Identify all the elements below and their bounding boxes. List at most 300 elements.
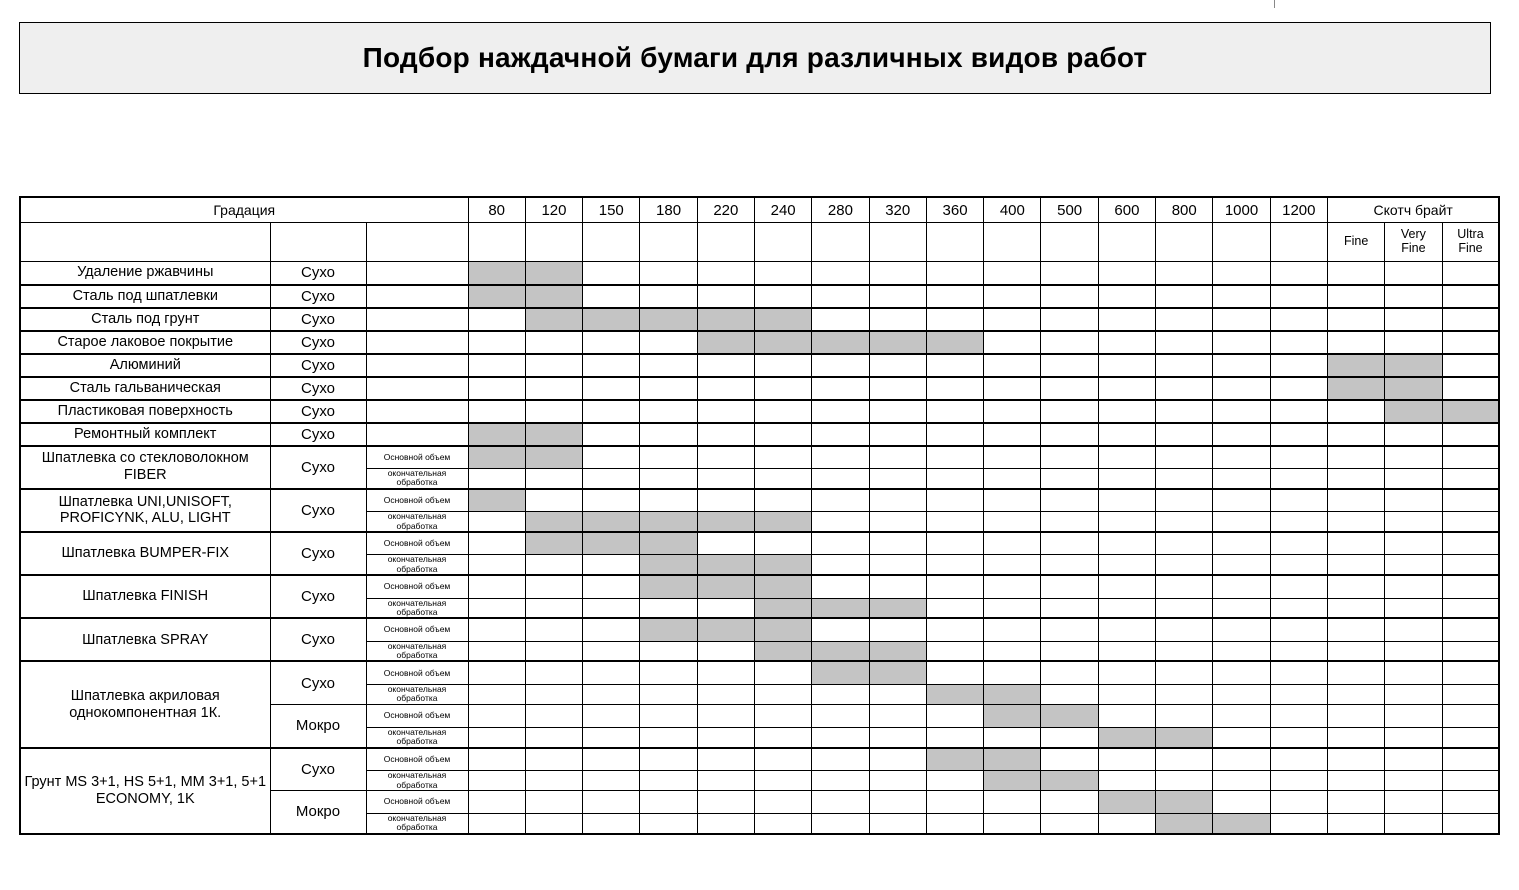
grit-cell-360 [926,771,983,791]
grit-cell-220 [697,771,754,791]
row-label: Сталь гальваническая [20,377,270,400]
scotch-brite-cell-2 [1442,285,1499,308]
header-grit-800: 800 [1156,197,1213,223]
header-grit-80: 80 [468,197,525,223]
grit-cell-320 [869,555,926,575]
grit-cell-220 [697,748,754,771]
scotch-brite-cell-1 [1385,727,1442,747]
grit-cell-500 [1041,532,1098,555]
grit-cell-150 [583,532,640,555]
grit-cell-180 [640,532,697,555]
row-stage: окончательная обработка [366,641,468,661]
grit-cell-500 [1041,285,1098,308]
grit-cell-1000 [1213,354,1270,377]
grit-cell-240 [755,331,812,354]
table-row [20,532,1499,555]
scotch-brite-cell-0 [1327,661,1384,684]
grit-cell-120 [525,555,582,575]
sandpaper-selection-table [19,196,1500,835]
scotch-brite-cell-0 [1327,575,1384,598]
row-stage: окончательная обработка [366,727,468,747]
row-stage: Основной объем [366,489,468,512]
grit-cell-150 [583,598,640,618]
scotch-brite-cell-0 [1327,532,1384,555]
grit-cell-600 [1098,771,1155,791]
row-label: Шпатлевка SPRAY [20,618,270,661]
grit-cell-80 [468,308,525,331]
scotch-brite-cell-0 [1327,308,1384,331]
scotch-brite-cell-1 [1385,598,1442,618]
header-row-sub [20,223,1499,262]
grit-cell-240 [755,400,812,423]
grit-cell-800 [1156,354,1213,377]
scotch-brite-cell-2 [1442,308,1499,331]
grit-cell-240 [755,354,812,377]
grit-cell-220 [697,262,754,285]
grit-cell-80 [468,400,525,423]
grit-cell-220 [697,704,754,727]
header-grit-220: 220 [697,197,754,223]
grit-cell-360 [926,814,983,834]
grit-cell-180 [640,285,697,308]
grit-cell-80 [468,575,525,598]
scotch-brite-cell-1 [1385,446,1442,469]
grit-cell-120 [525,285,582,308]
grit-cell-80 [468,446,525,469]
grit-cell-240 [755,727,812,747]
scotch-brite-cell-2 [1442,423,1499,446]
row-stage: окончательная обработка [366,771,468,791]
grit-cell-1200 [1270,814,1327,834]
grit-cell-180 [640,308,697,331]
scotch-brite-cell-0 [1327,400,1384,423]
grit-cell-280 [812,331,869,354]
row-label: Алюминий [20,354,270,377]
grit-cell-150 [583,661,640,684]
grit-cell-220 [697,446,754,469]
grit-cell-360 [926,446,983,469]
grit-cell-360 [926,285,983,308]
grit-cell-120 [525,575,582,598]
grit-cell-280 [812,771,869,791]
grit-cell-80 [468,814,525,834]
header-grit-400: 400 [984,197,1041,223]
grit-cell-1200 [1270,489,1327,512]
grit-cell-150 [583,400,640,423]
grit-cell-360 [926,598,983,618]
grit-cell-360 [926,555,983,575]
grit-cell-180 [640,814,697,834]
grit-cell-800 [1156,285,1213,308]
grit-cell-360 [926,575,983,598]
scotch-brite-cell-0 [1327,641,1384,661]
grit-cell-320 [869,377,926,400]
grit-cell-180 [640,771,697,791]
grit-cell-120 [525,377,582,400]
grit-cell-1200 [1270,469,1327,489]
scotch-brite-cell-1 [1385,331,1442,354]
row-stage: Основной объем [366,748,468,771]
grit-cell-600 [1098,532,1155,555]
scotch-brite-cell-0 [1327,512,1384,532]
header-sub-blank-360 [926,223,983,262]
grit-cell-320 [869,469,926,489]
grit-cell-1000 [1213,555,1270,575]
grit-cell-320 [869,684,926,704]
grit-cell-80 [468,704,525,727]
grit-cell-400 [984,285,1041,308]
grit-cell-1200 [1270,400,1327,423]
grit-cell-150 [583,727,640,747]
grit-cell-1200 [1270,791,1327,814]
grit-cell-80 [468,489,525,512]
scotch-brite-cell-1 [1385,684,1442,704]
grit-cell-600 [1098,791,1155,814]
scotch-brite-cell-2 [1442,661,1499,684]
grit-cell-80 [468,555,525,575]
grit-cell-1200 [1270,661,1327,684]
grit-cell-220 [697,727,754,747]
row-label: Сталь под шпатлевки [20,285,270,308]
grit-cell-240 [755,771,812,791]
grit-cell-600 [1098,262,1155,285]
grit-cell-400 [984,684,1041,704]
grit-cell-180 [640,331,697,354]
scotch-brite-cell-0 [1327,423,1384,446]
grit-cell-240 [755,704,812,727]
grit-cell-280 [812,354,869,377]
grit-cell-1200 [1270,285,1327,308]
grit-cell-280 [812,618,869,641]
row-stage: Основной объем [366,532,468,555]
table-row [20,308,1499,331]
row-mode: Сухо [270,262,366,285]
grit-cell-240 [755,423,812,446]
grit-cell-180 [640,354,697,377]
grit-cell-500 [1041,555,1098,575]
grit-cell-320 [869,532,926,555]
grit-cell-500 [1041,727,1098,747]
grit-cell-150 [583,684,640,704]
grit-cell-1000 [1213,704,1270,727]
grit-cell-1000 [1213,791,1270,814]
header-grit-280: 280 [812,197,869,223]
table-row [20,262,1499,285]
grit-cell-800 [1156,489,1213,512]
grit-cell-800 [1156,512,1213,532]
scotch-brite-cell-0 [1327,791,1384,814]
grit-cell-150 [583,469,640,489]
grit-cell-600 [1098,308,1155,331]
grit-cell-320 [869,512,926,532]
grit-cell-220 [697,684,754,704]
table-row [20,285,1499,308]
grit-cell-500 [1041,469,1098,489]
grit-cell-500 [1041,354,1098,377]
scotch-brite-cell-2 [1442,446,1499,469]
grit-cell-1000 [1213,575,1270,598]
grit-cell-120 [525,684,582,704]
scotch-brite-cell-2 [1442,512,1499,532]
header-grit-120: 120 [525,197,582,223]
grit-cell-80 [468,377,525,400]
grit-cell-220 [697,532,754,555]
grit-cell-800 [1156,771,1213,791]
grit-cell-240 [755,532,812,555]
grit-cell-150 [583,618,640,641]
grit-cell-320 [869,489,926,512]
grit-cell-800 [1156,532,1213,555]
grit-cell-1200 [1270,512,1327,532]
grit-cell-120 [525,469,582,489]
scotch-brite-cell-2 [1442,748,1499,771]
scotch-brite-cell-2 [1442,598,1499,618]
row-stage [366,308,468,331]
sandpaper-selection-table-wrapper [19,196,1491,835]
grit-cell-220 [697,575,754,598]
header-sub-blank-500 [1041,223,1098,262]
grit-cell-600 [1098,331,1155,354]
header-grit-500: 500 [1041,197,1098,223]
table-row [20,423,1499,446]
grit-cell-120 [525,400,582,423]
grit-cell-1000 [1213,489,1270,512]
grit-cell-180 [640,469,697,489]
grit-cell-400 [984,262,1041,285]
grit-cell-120 [525,641,582,661]
grit-cell-220 [697,489,754,512]
scotch-brite-cell-1 [1385,512,1442,532]
grit-cell-1200 [1270,727,1327,747]
scotch-brite-cell-2 [1442,377,1499,400]
scotch-brite-cell-0 [1327,446,1384,469]
grit-cell-150 [583,555,640,575]
grit-cell-280 [812,423,869,446]
grit-cell-600 [1098,354,1155,377]
table-row [20,446,1499,469]
grit-cell-1200 [1270,684,1327,704]
row-stage [366,423,468,446]
grit-cell-360 [926,377,983,400]
grit-cell-80 [468,354,525,377]
scotch-brite-cell-1 [1385,377,1442,400]
table-row [20,748,1499,771]
row-stage [366,331,468,354]
grit-cell-180 [640,727,697,747]
grit-cell-280 [812,532,869,555]
header-grit-1200: 1200 [1270,197,1327,223]
grit-cell-360 [926,618,983,641]
grit-cell-220 [697,791,754,814]
row-stage [366,377,468,400]
row-mode: Сухо [270,575,366,618]
grit-cell-320 [869,727,926,747]
grit-cell-600 [1098,489,1155,512]
scotch-brite-cell-0 [1327,555,1384,575]
grit-cell-360 [926,423,983,446]
grit-cell-1200 [1270,308,1327,331]
grit-cell-1200 [1270,377,1327,400]
scotch-brite-cell-1 [1385,308,1442,331]
grit-cell-1000 [1213,771,1270,791]
grit-cell-80 [468,512,525,532]
grit-cell-600 [1098,555,1155,575]
scotch-brite-cell-1 [1385,661,1442,684]
grit-cell-400 [984,354,1041,377]
grit-cell-280 [812,285,869,308]
row-stage: Основной объем [366,704,468,727]
scotch-brite-cell-2 [1442,727,1499,747]
grit-cell-1000 [1213,262,1270,285]
scotch-brite-cell-0 [1327,727,1384,747]
scotch-brite-cell-2 [1442,771,1499,791]
grit-cell-800 [1156,641,1213,661]
grit-cell-400 [984,641,1041,661]
grit-cell-320 [869,575,926,598]
row-mode: Сухо [270,285,366,308]
grit-cell-80 [468,598,525,618]
scotch-brite-cell-0 [1327,748,1384,771]
header-sub-name [20,223,270,262]
grit-cell-800 [1156,555,1213,575]
scotch-brite-cell-2 [1442,489,1499,512]
scotch-brite-cell-1 [1385,285,1442,308]
grit-cell-1000 [1213,512,1270,532]
grit-cell-120 [525,354,582,377]
row-label: Старое лаковое покрытие [20,331,270,354]
grit-cell-600 [1098,400,1155,423]
grit-cell-800 [1156,748,1213,771]
grit-cell-220 [697,641,754,661]
grit-cell-1000 [1213,532,1270,555]
grit-cell-280 [812,791,869,814]
grit-cell-240 [755,598,812,618]
scotch-brite-cell-1 [1385,532,1442,555]
grit-cell-500 [1041,791,1098,814]
grit-cell-80 [468,331,525,354]
row-label: Ремонтный комплект [20,423,270,446]
row-label: Шпатлевка FINISH [20,575,270,618]
grit-cell-320 [869,748,926,771]
grit-cell-120 [525,704,582,727]
header-grit-240: 240 [755,197,812,223]
grit-cell-600 [1098,446,1155,469]
grit-cell-120 [525,618,582,641]
row-stage [366,285,468,308]
scotch-brite-cell-2 [1442,354,1499,377]
grit-cell-500 [1041,308,1098,331]
grit-cell-1200 [1270,771,1327,791]
grit-cell-400 [984,771,1041,791]
grit-cell-150 [583,423,640,446]
grit-cell-320 [869,704,926,727]
grit-cell-360 [926,641,983,661]
grit-cell-80 [468,748,525,771]
grit-cell-280 [812,575,869,598]
grit-cell-600 [1098,423,1155,446]
grit-cell-800 [1156,791,1213,814]
scotch-brite-cell-1 [1385,354,1442,377]
grit-cell-320 [869,285,926,308]
grit-cell-400 [984,727,1041,747]
grit-cell-180 [640,446,697,469]
grit-cell-400 [984,308,1041,331]
grit-cell-220 [697,512,754,532]
scotch-brite-cell-1 [1385,555,1442,575]
grit-cell-220 [697,354,754,377]
grit-cell-500 [1041,771,1098,791]
grit-cell-150 [583,331,640,354]
table-row [20,575,1499,598]
grit-cell-500 [1041,661,1098,684]
grit-cell-180 [640,748,697,771]
grit-cell-280 [812,446,869,469]
table-row [20,489,1499,512]
scotch-brite-cell-2 [1442,791,1499,814]
row-stage: окончательная обработка [366,598,468,618]
grit-cell-180 [640,661,697,684]
grit-cell-240 [755,555,812,575]
header-sub-blank-220 [697,223,754,262]
scotch-brite-cell-1 [1385,748,1442,771]
grit-cell-150 [583,489,640,512]
header-grit-360: 360 [926,197,983,223]
grit-cell-120 [525,791,582,814]
scotch-brite-cell-1 [1385,423,1442,446]
header-sub-blank-1000 [1213,223,1270,262]
grit-cell-1000 [1213,641,1270,661]
grit-cell-600 [1098,704,1155,727]
grit-cell-240 [755,446,812,469]
header-sub-blank-1200 [1270,223,1327,262]
grit-cell-320 [869,791,926,814]
grit-cell-360 [926,661,983,684]
header-sub-blank-240 [755,223,812,262]
scotch-brite-cell-2 [1442,469,1499,489]
grit-cell-600 [1098,727,1155,747]
grit-cell-1000 [1213,423,1270,446]
grit-cell-240 [755,512,812,532]
grit-cell-320 [869,308,926,331]
grit-cell-500 [1041,814,1098,834]
header-grit-600: 600 [1098,197,1155,223]
grit-cell-220 [697,618,754,641]
grit-cell-1000 [1213,285,1270,308]
grit-cell-360 [926,512,983,532]
grit-cell-1200 [1270,354,1327,377]
row-mode: Сухо [270,489,366,532]
scotch-brite-cell-1 [1385,489,1442,512]
grit-cell-150 [583,512,640,532]
scotch-brite-cell-2 [1442,814,1499,834]
row-mode: Сухо [270,331,366,354]
header-row-main [20,197,1499,223]
row-mode: Сухо [270,377,366,400]
row-label: Шпатлевка со стекловолокном FIBER [20,446,270,489]
grit-cell-800 [1156,400,1213,423]
scotch-brite-cell-0 [1327,684,1384,704]
row-mode: Сухо [270,618,366,661]
grit-cell-800 [1156,727,1213,747]
grit-cell-320 [869,446,926,469]
grit-cell-180 [640,684,697,704]
grit-cell-120 [525,446,582,469]
grit-cell-400 [984,555,1041,575]
grit-cell-500 [1041,377,1098,400]
document-title-banner [19,22,1491,94]
grit-cell-150 [583,575,640,598]
scotch-brite-cell-0 [1327,704,1384,727]
